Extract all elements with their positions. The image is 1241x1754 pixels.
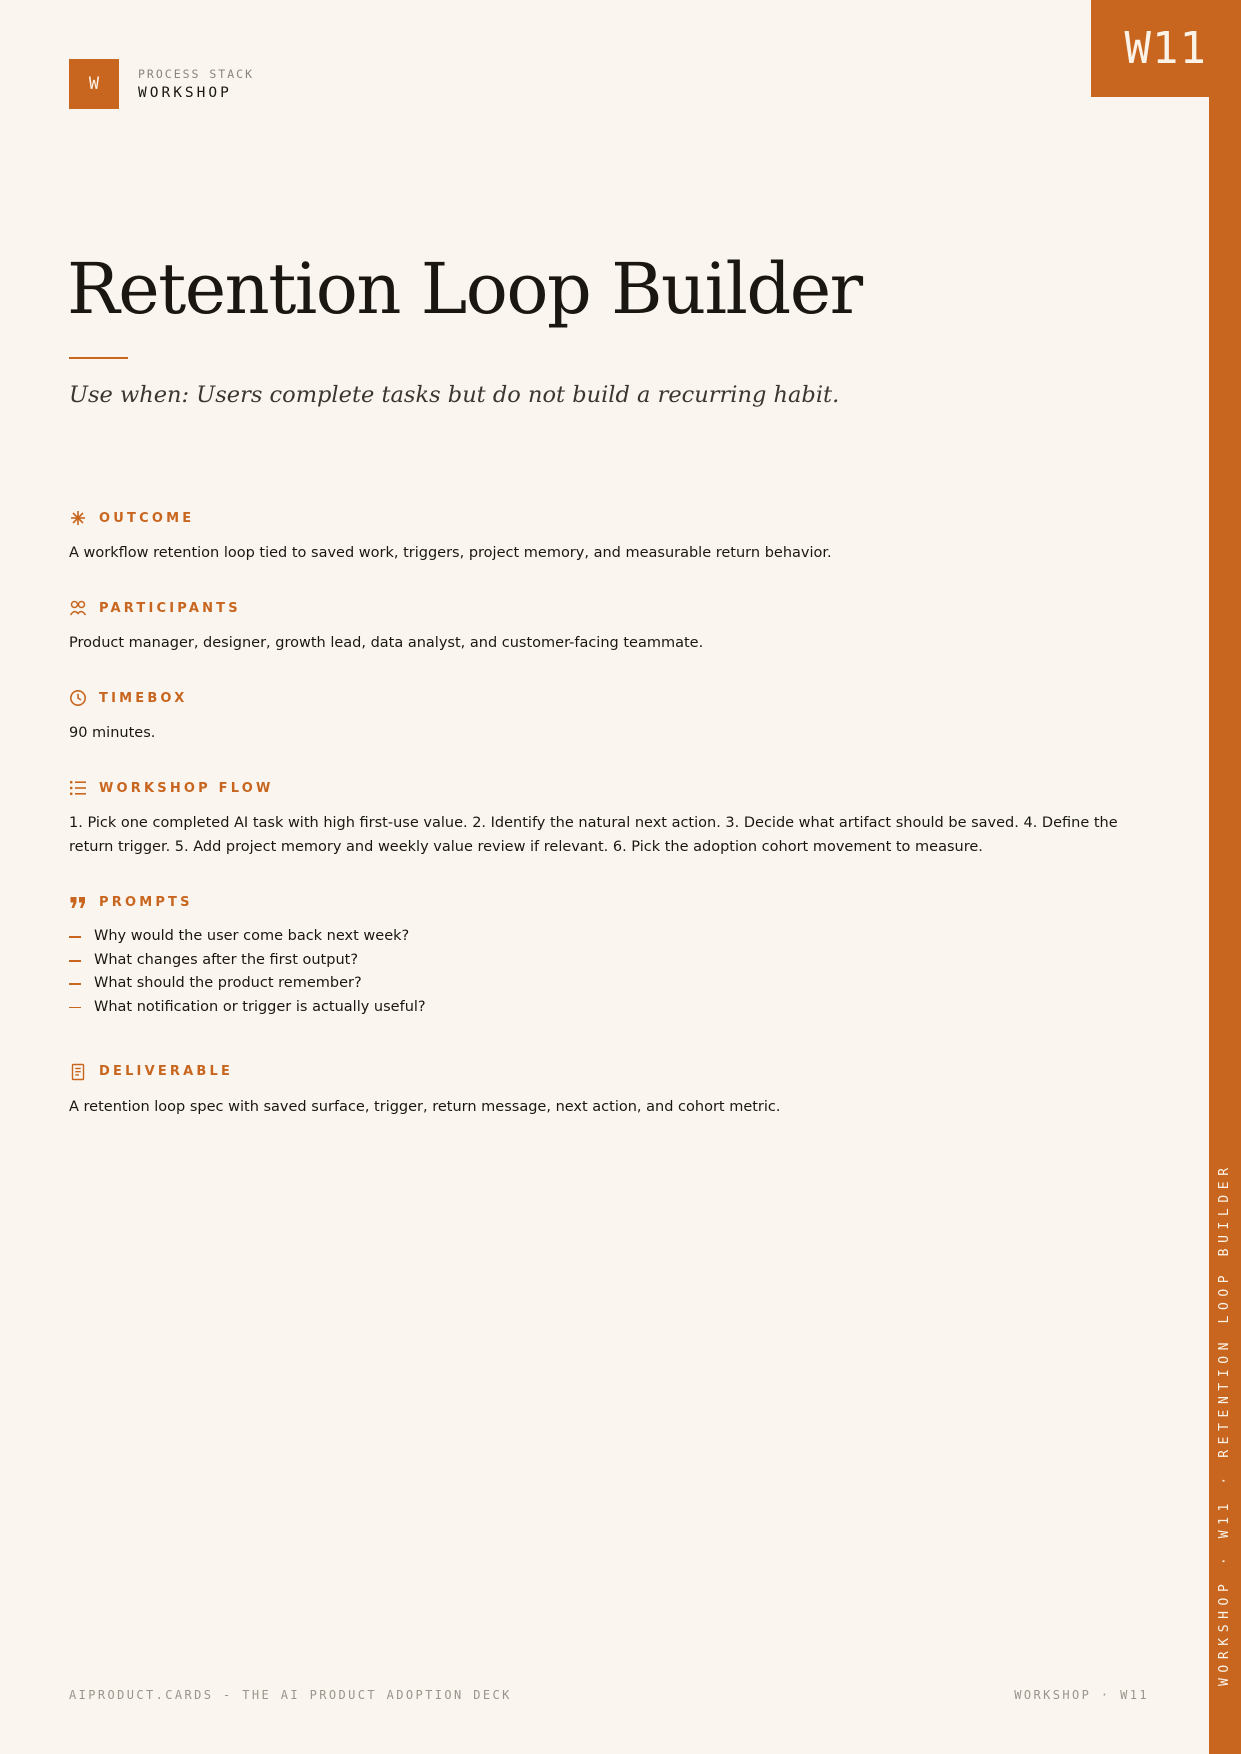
brand xyxy=(69,59,254,109)
section-timebox xyxy=(69,688,1149,745)
page-subtitle: Use when: Users complete tasks but do not build a recurring habit. xyxy=(69,382,840,408)
brand-text xyxy=(138,67,254,101)
section-body: Product manager, designer, growth lead, data analyst, and customer-facing teammate. xyxy=(69,635,704,651)
prompt-text: What notification or trigger is actually useful? xyxy=(94,999,426,1016)
section-header xyxy=(69,598,1149,618)
list-item xyxy=(69,949,1149,973)
section-label: PARTICIPANTS xyxy=(99,600,241,616)
brand-name: WORKSHOP xyxy=(138,85,232,101)
list-icon xyxy=(69,779,87,797)
section-deliverable xyxy=(69,1062,1149,1119)
document-icon xyxy=(69,1063,87,1081)
side-label: WORKSHOP · W11 · RETENTION LOOP BUILDER xyxy=(1217,1162,1232,1686)
brand-logo: W xyxy=(69,59,119,109)
section-workshop-flow xyxy=(69,778,1149,859)
section-participants xyxy=(69,598,1149,655)
dash-icon xyxy=(69,1007,81,1008)
section-label: TIMEBOX xyxy=(99,690,188,706)
footer-right: WORKSHOP · W11 xyxy=(1014,1688,1149,1702)
section-prompts xyxy=(69,892,1149,1020)
title-underline xyxy=(69,357,128,359)
dash-icon xyxy=(69,936,81,938)
list-item xyxy=(69,925,1149,949)
section-header xyxy=(69,892,1149,912)
section-header xyxy=(69,778,1149,798)
section-body: A workflow retention loop tied to saved work, triggers, project memory, and measurable return behavior. xyxy=(69,545,832,561)
list-item xyxy=(69,996,1149,1020)
prompt-text: What should the product remember? xyxy=(94,975,362,992)
section-body: 90 minutes. xyxy=(69,725,156,741)
section-header xyxy=(69,688,1149,708)
side-label-wrap xyxy=(1209,1104,1241,1754)
section-label: PROMPTS xyxy=(99,894,193,910)
list-item xyxy=(69,972,1149,996)
prompt-text: What changes after the first output? xyxy=(94,951,359,968)
section-label: OUTCOME xyxy=(99,510,195,526)
page-title: Retention Loop Builder xyxy=(67,248,862,330)
section-label: WORKSHOP FLOW xyxy=(99,780,274,796)
section-header xyxy=(69,1062,1149,1082)
footer-left: AIPRODUCT.CARDS - THE AI PRODUCT ADOPTION DECK xyxy=(69,1688,512,1702)
sections xyxy=(69,508,1149,1152)
clock-icon xyxy=(69,689,87,707)
section-outcome xyxy=(69,508,1149,565)
people-icon xyxy=(69,599,87,617)
card-code-tag: W11 xyxy=(1091,0,1241,97)
dash-icon xyxy=(69,983,81,985)
brand-kicker: PROCESS STACK xyxy=(138,67,255,81)
prompt-list xyxy=(69,925,1149,1020)
dash-icon xyxy=(69,960,81,962)
section-body: A retention loop spec with saved surface, trigger, return message, next action, and cohort metric. xyxy=(69,1098,781,1115)
section-body: 1. Pick one completed AI task with high first-use value. 2. Identify the natural next action. 3. Decide what artifact should be saved. 4. Define the return trigger. 5. Add project memory and weekly value review if relevant. 6. Pick the adoption cohort movement to measure. xyxy=(69,815,1118,855)
prompt-text: Why would the user come back next week? xyxy=(94,928,410,944)
quote-icon xyxy=(69,893,87,911)
section-label: DELIVERABLE xyxy=(99,1064,234,1080)
section-header xyxy=(69,508,1149,528)
asterisk-icon xyxy=(69,509,87,527)
